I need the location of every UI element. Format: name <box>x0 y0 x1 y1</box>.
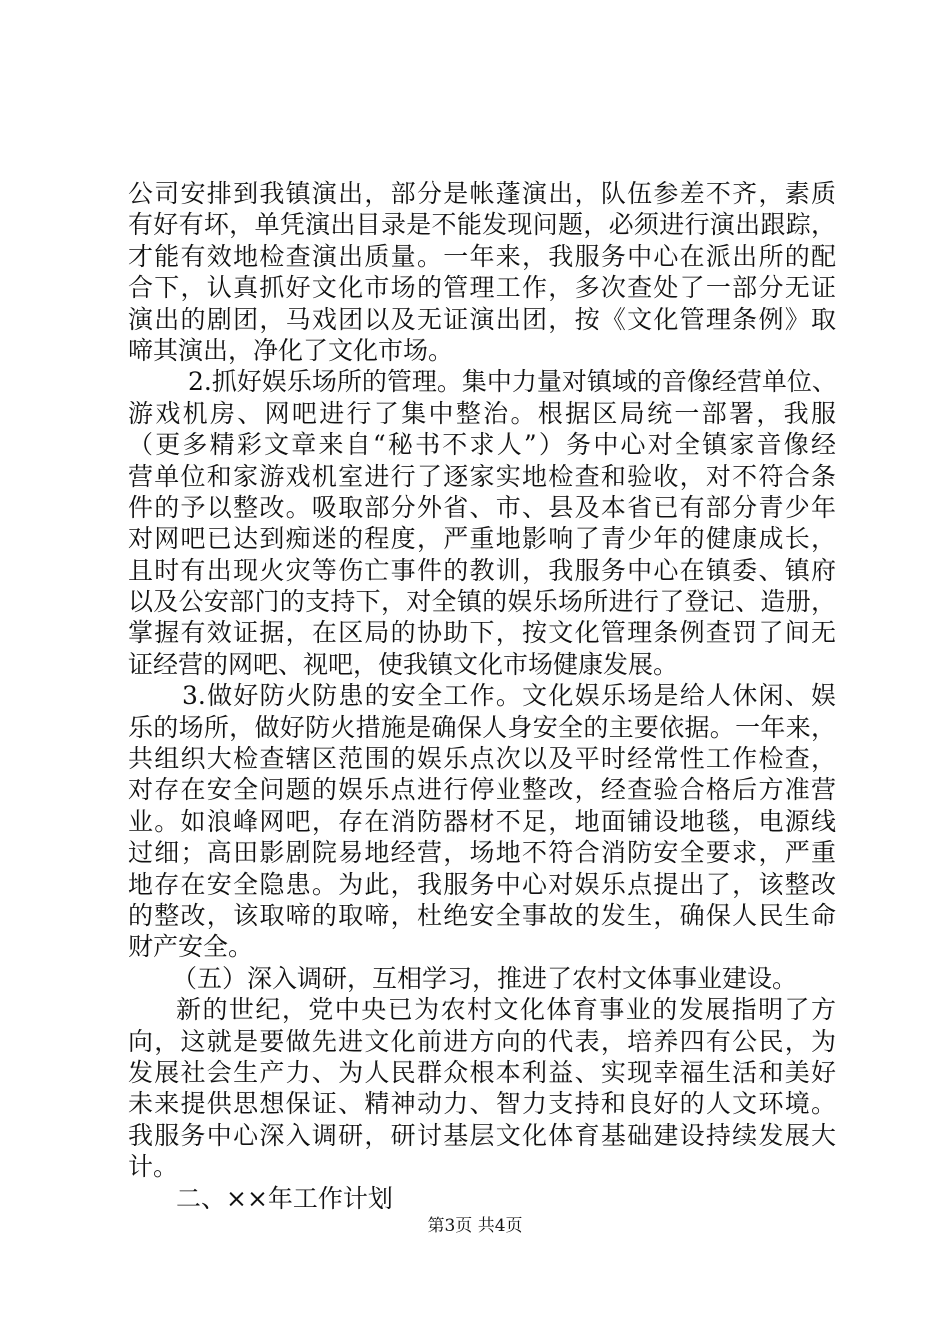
paragraph-line: （更多精彩文章来自“秘书不求人”）务中心对全镇家音像经 <box>128 430 836 460</box>
paragraph-line: 我服务中心深入调研，研讨基层文化体育基础建设持续发展大 <box>128 1120 836 1150</box>
paragraph-line: 乐的场所，做好防火措施是确保人身安全的主要依据。一年来， <box>128 712 836 742</box>
paragraph-line: 有好有坏，单凭演出目录是不能发现问题，必须进行演出跟踪， <box>128 210 836 240</box>
paragraph-line: 业。如浪峰网吧，存在消防器材不足，地面铺设地毯，电源线 <box>128 806 836 836</box>
paragraph-line: 营单位和家游戏机室进行了逐家实地检查和验收，对不符合条 <box>128 461 836 491</box>
page-number: 第3页 共4页 <box>427 1216 523 1236</box>
paragraph-line: 2.抓好娱乐场所的管理。集中力量对镇域的音像经营单位、 <box>188 367 837 397</box>
paragraph-line: 对存在安全问题的娱乐点进行停业整改，经查验合格后方准营 <box>128 775 836 805</box>
paragraph-line: 共组织大检查辖区范围的娱乐点次以及平时经常性工作检查， <box>128 744 836 774</box>
document-body <box>128 178 836 1214</box>
paragraph-line: 游戏机房、网吧进行了集中整治。根据区局统一部署，我服 <box>128 398 836 428</box>
paragraph-line: 件的予以整改。吸取部分外省、市、县及本省已有部分青少年 <box>128 492 836 522</box>
paragraph-line: 新的世纪，党中央已为农村文化体育事业的发展指明了方 <box>176 995 836 1025</box>
paragraph-line: 合下，认真抓好文化市场的管理工作，多次查处了一部分无证 <box>128 273 836 303</box>
paragraph-line: 财产安全。 <box>128 932 254 962</box>
paragraph-line: 且时有出现火灾等伤亡事件的教训，我服务中心在镇委、镇府 <box>128 555 836 585</box>
paragraph-line: 的整改，该取啼的取啼，杜绝安全事故的发生，确保人民生命 <box>128 900 836 930</box>
paragraph-line: 以及公安部门的支持下，对全镇的娱乐场所进行了登记、造册， <box>128 587 836 617</box>
page-footer <box>0 1214 950 1238</box>
paragraph-line: 公司安排到我镇演出，部分是帐蓬演出，队伍参差不齐，素质 <box>128 179 836 208</box>
paragraph-line: 计。 <box>128 1152 179 1182</box>
section-heading: 二、××年工作计划 <box>176 1183 393 1213</box>
paragraph-line: 演出的剧团，马戏团以及无证演出团，按《文化管理条例》取 <box>128 304 836 334</box>
paragraph-line: 地存在安全隐患。为此，我服务中心对娱乐点提出了，该整改 <box>128 869 836 899</box>
paragraph-line: 向，这就是要做先进文化前进方向的代表，培养四有公民，为 <box>128 1026 836 1056</box>
paragraph-line: 发展社会生产力、为人民群众根本利益、实现幸福生活和美好 <box>128 1057 836 1087</box>
paragraph-line: 才能有效地检查演出质量。一年来，我服务中心在派出所的配 <box>128 241 836 271</box>
paragraph-line: 证经营的网吧、视吧，使我镇文化市场健康发展。 <box>128 649 679 679</box>
paragraph-line: 啼其演出，净化了文化市场。 <box>128 335 454 365</box>
paragraph-line: 3.做好防火防患的安全工作。文化娱乐场是给人休闲、娱 <box>182 681 836 711</box>
paragraph-line: 未来提供思想保证、精神动力、智力支持和良好的人文环境。 <box>128 1089 836 1119</box>
paragraph-line: 对网吧已达到痴迷的程度，严重地影响了青少年的健康成长， <box>128 524 836 554</box>
section-heading: （五）深入调研，互相学习，推进了农村文体事业建设。 <box>172 963 798 993</box>
paragraph-line: 过细；高田影剧院易地经营，场地不符合消防安全要求，严重 <box>128 838 836 868</box>
paragraph-line: 掌握有效证据，在区局的协助下，按文化管理条例查罚了间无 <box>128 618 836 648</box>
